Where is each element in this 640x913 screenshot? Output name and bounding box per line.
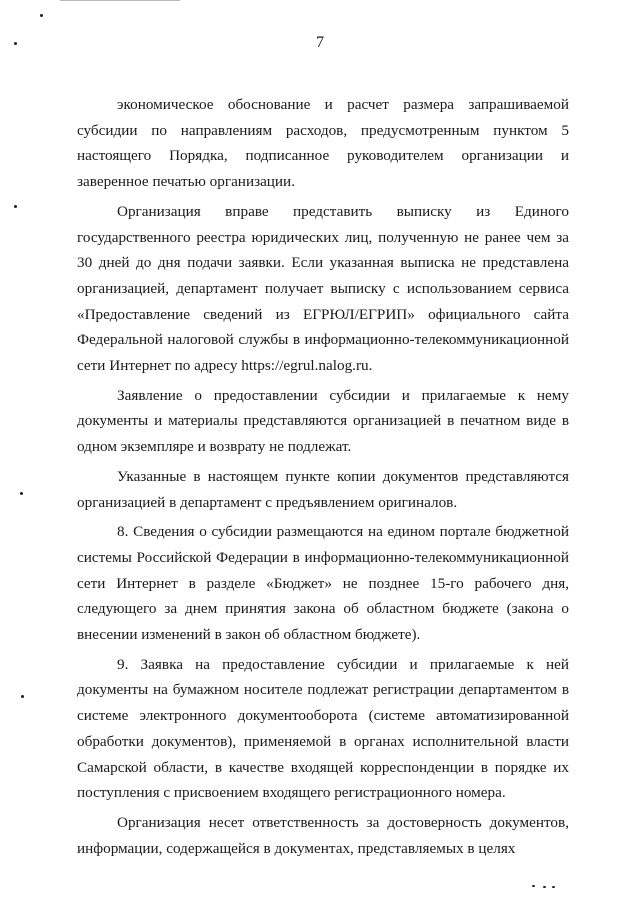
page-number: 7 (316, 34, 324, 51)
paragraph: Организация вправе представить выписку из Единого государственного реестра юридических лиц, полученную не ранее чем за 30 дней до дня подачи заявки. Если указанная выписка не представлена организацией, департамент получает выписку с использованием сервиса «Предоставление сведений из ЕГРЮЛ/ЕГРИП» официального сайта Федеральной налоговой службы в информационно-телекоммуникационной сети Интернет по адресу https://egrul.nalog.ru. (77, 202, 569, 375)
paragraph: Организация несет ответственность за достоверность документов, информации, содержащейся в документах, представляемых в целях (77, 813, 569, 857)
scan-dot (21, 695, 24, 698)
scan-dot (552, 886, 555, 888)
paragraph: 9. Заявка на предоставление субсидии и прилагаемые к ней документы на бумажном носителе подлежат регистрации департаментом в системе электронного документооборота (системе автоматизированной обработки документов), применяемой в органах исполнительной власти Самарской области, в качестве входящей корреспонденции в порядке их поступления с присвоением входящего регистрационного номера. (77, 655, 569, 802)
scan-dot (532, 885, 535, 887)
paragraph: экономическое обоснование и расчет размера запрашиваемой субсидии по направлениям расходов, предусмотренным пунктом 5 настоящего Порядка, подписанное руководителем организации и заверенное печатью организации. (77, 96, 569, 191)
scan-dot (40, 14, 43, 17)
scan-dot (14, 205, 17, 208)
scan-dot (20, 492, 23, 495)
paragraph: Заявление о предоставлении субсидии и прилагаемые к нему документы и материалы представляются организацией в печатном виде в одном экземпляре и возврату не подлежат. (77, 386, 569, 456)
document-body (77, 92, 569, 861)
paragraph: 8. Сведения о субсидии размещаются на едином портале бюджетной системы Российской Федерации в информационно-телекоммуникационной сети Интернет в разделе «Бюджет» не позднее 15-го рабочего дня, следующего за днем принятия закона об областном бюджете (закона о внесении изменений в закон об областном бюджете). (77, 523, 569, 644)
scan-dot (543, 886, 546, 888)
paragraph: Указанные в настоящем пункте копии документов представляются организацией в департамент с предъявлением оригиналов. (77, 467, 569, 511)
scan-edge-line (60, 0, 180, 1)
